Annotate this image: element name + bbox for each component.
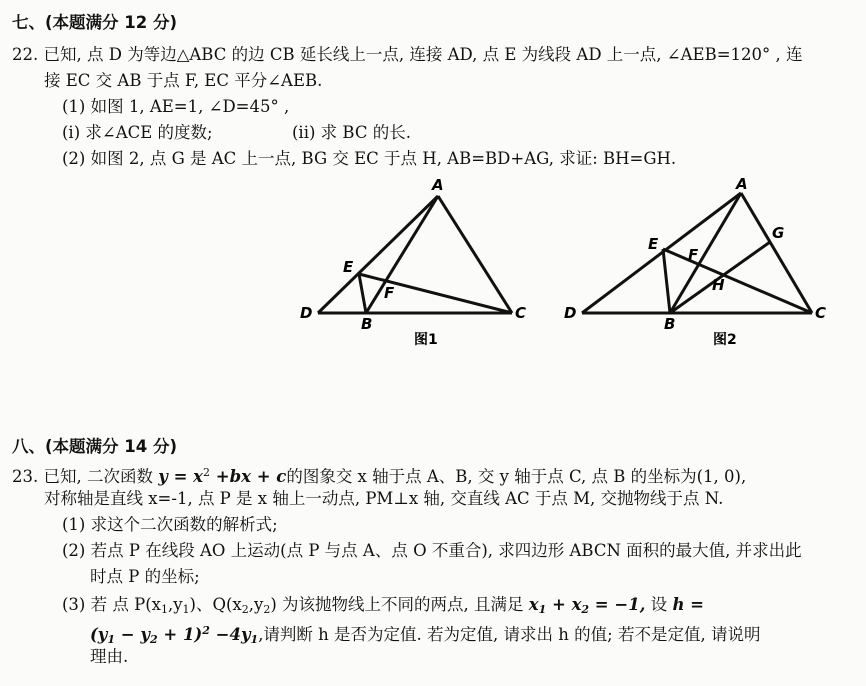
fig1-line-EB <box>359 274 366 313</box>
fig1-label-D: D <box>300 304 313 322</box>
q23-p3a-sub4: 2 <box>263 603 271 616</box>
fig1-label-A: A <box>432 176 444 194</box>
fig1-label-C: C <box>515 304 527 322</box>
fig1-label-F: F <box>384 284 395 302</box>
fig2-label-E: E <box>648 235 659 253</box>
q23-p3b-post: ,请判断 h 是否为定值. 若为定值, 请求出 h 的值; 若不是定值, 请说明 <box>258 625 761 644</box>
fig2-label-A: A <box>736 175 748 193</box>
q23-cond-plus: + x <box>546 595 582 614</box>
q23-cond-rest: = −1, <box>589 595 646 614</box>
q23-p3b-sub3: 1 <box>250 633 259 646</box>
q23-cond-sub2: 2 <box>581 603 590 616</box>
q23-p3b-sub1: 1 <box>107 633 116 646</box>
fig2-label-B: B <box>664 315 676 333</box>
q23-p3a-post: ) 为该抛物线上不同的两点, 且满足 <box>270 595 524 614</box>
q23-p3b-m1: − y <box>115 625 150 644</box>
q23-p3b-sub2: 2 <box>149 633 158 646</box>
fig1-label-B: B <box>361 315 373 333</box>
q23-p3b-m2: + 1) <box>157 625 203 644</box>
q23-cond-x: x <box>528 595 539 614</box>
q22-part-1-ii: (ii) 求 BC 的长. <box>292 123 411 142</box>
q23-part-3a <box>62 594 704 621</box>
figure-1-lines <box>318 196 512 313</box>
q23-h-eq: h = <box>672 595 705 614</box>
q23-p3a-m1: ,y <box>167 595 183 614</box>
fig2-line-EB <box>663 249 670 313</box>
fig2-line-AB <box>670 193 741 313</box>
q23-part-3b <box>90 620 760 651</box>
q23-func-rest: +bx + c <box>210 467 287 486</box>
q22-part-1-i: (i) 求∠ACE 的度数; <box>62 123 213 142</box>
fig2-label-H: H <box>712 276 725 294</box>
q22-line-2: 接 EC 交 AB 于点 F, EC 平分∠AEB. <box>44 71 323 90</box>
q22-line-1: 22. 已知, 点 D 为等边△ABC 的边 CB 延长线上一点, 连接 AD, 点 E 为线段 AD 上一点, ∠AEB=120° , 连 <box>12 45 803 64</box>
q23-part-3c: 理由. <box>90 647 129 666</box>
q23-line-2: 对称轴是直线 x=-1, 点 P 是 x 轴上一动点, PM⊥x 轴, 交直线 AC 于点 M, 交抛物线于点 N. <box>44 489 724 508</box>
q23-func-x: x <box>193 467 203 486</box>
q23-func-eq: = <box>167 467 194 486</box>
q23-p3a-sub1: 1 <box>160 603 168 616</box>
fig2-line-DA <box>582 193 741 313</box>
q23-l1-pre: 23. 已知, 二次函数 <box>12 467 159 486</box>
q23-l1-post: 的图象交 x 轴于点 A、B, 交 y 轴于点 C, 点 B 的坐标为(1, 0), <box>286 467 747 486</box>
q23-func-y: y <box>158 467 168 486</box>
q23-p3a-set: 设 <box>645 595 673 614</box>
q22-part-1: (1) 如图 1, AE=1, ∠D=45° , <box>62 97 290 116</box>
fig1-caption: 图1 <box>414 332 438 348</box>
q23-p3a-pre: (3) 若 点 P(x <box>62 595 161 614</box>
fig1-label-E: E <box>343 258 354 276</box>
q23-cond-sub1: 1 <box>538 603 547 616</box>
q23-p3b-m3: −4y <box>209 625 251 644</box>
fig2-label-D: D <box>564 304 577 322</box>
fig2-caption: 图2 <box>713 332 737 348</box>
fig2-label-G: G <box>772 224 785 242</box>
fig2-label-F: F <box>688 246 699 264</box>
q23-p3b-sup: 2 <box>202 624 210 637</box>
q23-func-sup: 2 <box>203 466 210 479</box>
fig1-line-EC <box>359 274 512 313</box>
q23-part-1: (1) 求这个二次函数的解析式; <box>62 515 278 534</box>
q23-part-2b: 时点 P 的坐标; <box>90 567 200 586</box>
section-7-heading: 七、(本题满分 12 分) <box>12 13 178 32</box>
q22-part-2: (2) 如图 2, 点 G 是 AC 上一点, BG 交 EC 于点 H, AB=BD+AG, 求证: BH=GH. <box>62 149 677 168</box>
q23-line-1 <box>12 462 746 488</box>
fig2-line-AC <box>741 193 812 313</box>
q23-part-2a: (2) 若点 P 在线段 AO 上运动(点 P 与点 A、点 O 不重合), 求四边形 ABCN 面积的最大值, 并求出此 <box>62 541 802 560</box>
fig2-label-C: C <box>815 304 827 322</box>
section-8-heading: 八、(本题满分 14 分) <box>12 437 178 456</box>
q23-p3b-pre: (y <box>90 625 108 644</box>
q23-p3a-sub2: 1 <box>182 603 190 616</box>
q23-p3a-sub3: 2 <box>241 603 249 616</box>
q23-p3a-m3: ,y <box>248 595 264 614</box>
q23-p3a-m2: )、Q(x <box>189 595 242 614</box>
